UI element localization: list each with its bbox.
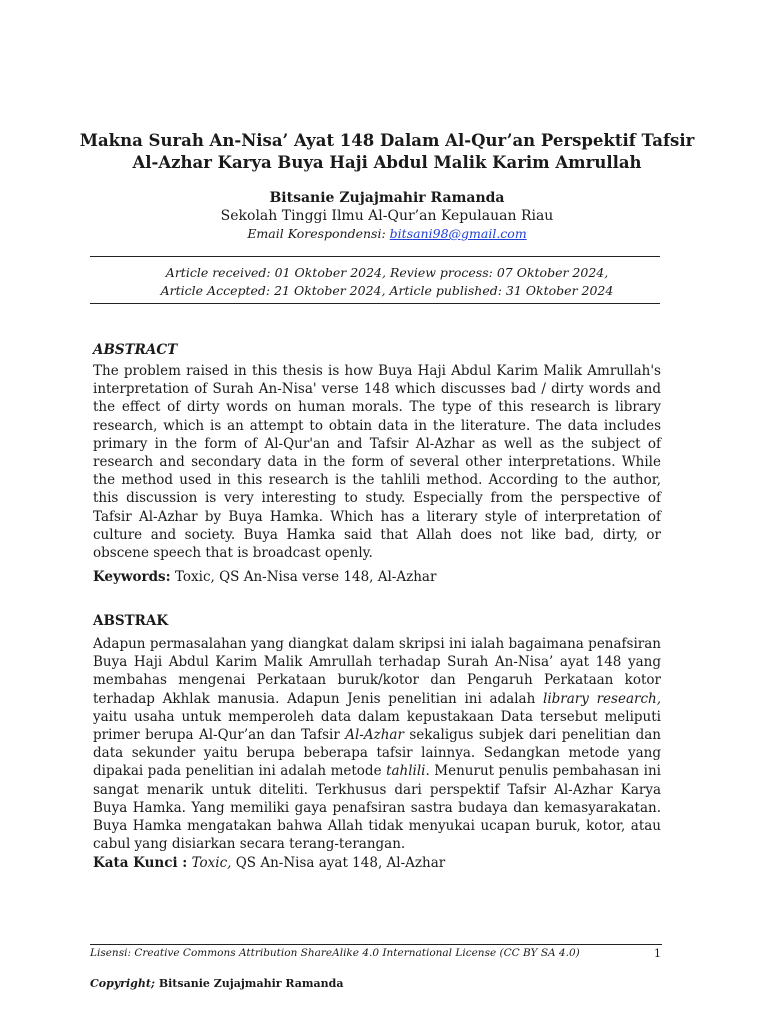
abstract-body: The problem raised in this thesis is how Buya Haji Abdul Karim Malik Amrullah's interpretation of Surah An-Nisa' verse 148 which discusses bad / dirty words and the effect of dirty words on human morals. The type of this research is library research, which is an attempt to obtain data in the literature. The data includes primary in the form of Al-Qur'an and Tafsir Al-Azhar as well as the subject of research and secondary data in the form of several other interpretations. While the method used in this research is the tahlili method. According to the author, this discussion is very interesting to study. Especially from the perspective of Tafsir Al-Azhar by Buya Hamka. Which has a literary style of interpretation of culture and society. Buya Hamka said that Allah does not like bad, dirty, or obscene speech that is broadcast openly. (93, 363, 661, 562)
paper-title-line-2: Al-Azhar Karya Buya Haji Abdul Malik Karim Amrullah (132, 153, 642, 172)
copyright-holder: Bitsanie Zujajmahir Ramanda (154, 977, 344, 990)
kata-kunci-label: Kata Kunci : (93, 855, 188, 871)
abstrak-body (93, 635, 661, 853)
kata-kunci (93, 855, 445, 871)
header-divider-bottom (90, 303, 660, 304)
keywords-label: Keywords: (93, 569, 171, 585)
keywords (93, 569, 436, 585)
abstrak-text-2: library research, (543, 690, 661, 707)
copyright-line (90, 977, 343, 990)
copyright-label: Copyright; (90, 977, 155, 990)
article-dates (60, 264, 714, 300)
abstract-heading: ABSTRACT (93, 342, 178, 358)
abstrak-text-5: sekaligus subjek dari penelitian dan data sekunder yaitu berupa beberapa tafsir lainnya. Sedangkan metode yang dipakai pada penelitian ini adalah metode (93, 727, 662, 780)
author-affiliation: Sekolah Tinggi Ilmu Al-Qur’an Kepulauan Riau (220, 208, 554, 224)
kata-kunci-value: QS An-Nisa ayat 148, Al-Azhar (231, 855, 446, 871)
header-divider-top (90, 256, 660, 257)
abstrak-text-3: yaitu usaha untuk memperoleh data dalam kepustakaan Data tersebut meliputi primer berupa Al-Qur’an dan Tafsir (93, 708, 661, 744)
kata-kunci-italic: Toxic, (191, 855, 232, 871)
footer-divider (90, 944, 662, 945)
correspondence-email (60, 226, 714, 242)
abstrak-text-7: . Menurut penulis pembahasan ini sangat menarik untuk diteliti. Terkhusus dari perspektif Tafsir Al-Azhar Karya Buya Hamka. Yang memiliki gaya penafsiran sastra budaya dan kemasyarakatan. Buya Hamka mengatakan bahwa Allah tidak menyukai ucapan buruk, kotor, atau cabul yang disiarkan secara terang-terangan. (93, 763, 661, 853)
keywords-value: Toxic, QS An-Nisa verse 148, Al-Azhar (174, 569, 437, 585)
article-dates-line-2: Article Accepted: 21 Oktober 2024, Article published: 31 Oktober 2024 (160, 283, 614, 298)
email-label: Email Korespondensi: (247, 226, 386, 241)
page-number: 1 (654, 947, 661, 960)
article-dates-line-1: Article received: 01 Oktober 2024, Review process: 07 Oktober 2024, (165, 265, 609, 280)
email-link[interactable]: bitsani98@gmail.com (389, 226, 527, 241)
abstrak-text-1: Adapun permasalahan yang diangkat dalam skripsi ini ialah bagaimana penafsiran Buya Haji Abdul Karim Malik Amrullah terhadap Surah An-Nisa’ ayat 148 yang membahas mengenai Perkataan buruk/kotor dan Pengaruh Perkataan kotor terhadap Akhlak manusia. Adapun Jenis penelitian ini adalah (93, 636, 661, 707)
abstrak-text-4: Al-Azhar (345, 727, 404, 744)
abstrak-heading: ABSTRAK (93, 613, 169, 629)
license-text: Lisensi: Creative Commons Attribution ShareAlike 4.0 International License (CC BY SA 4.0) (90, 947, 580, 959)
paper-title (60, 130, 714, 174)
abstrak-text-6: tahlili (386, 763, 426, 780)
paper-title-line-1: Makna Surah An-Nisa’ Ayat 148 Dalam Al-Qur’an Perspektif Tafsir (79, 131, 695, 150)
author-name: Bitsanie Zujajmahir Ramanda (269, 190, 505, 206)
